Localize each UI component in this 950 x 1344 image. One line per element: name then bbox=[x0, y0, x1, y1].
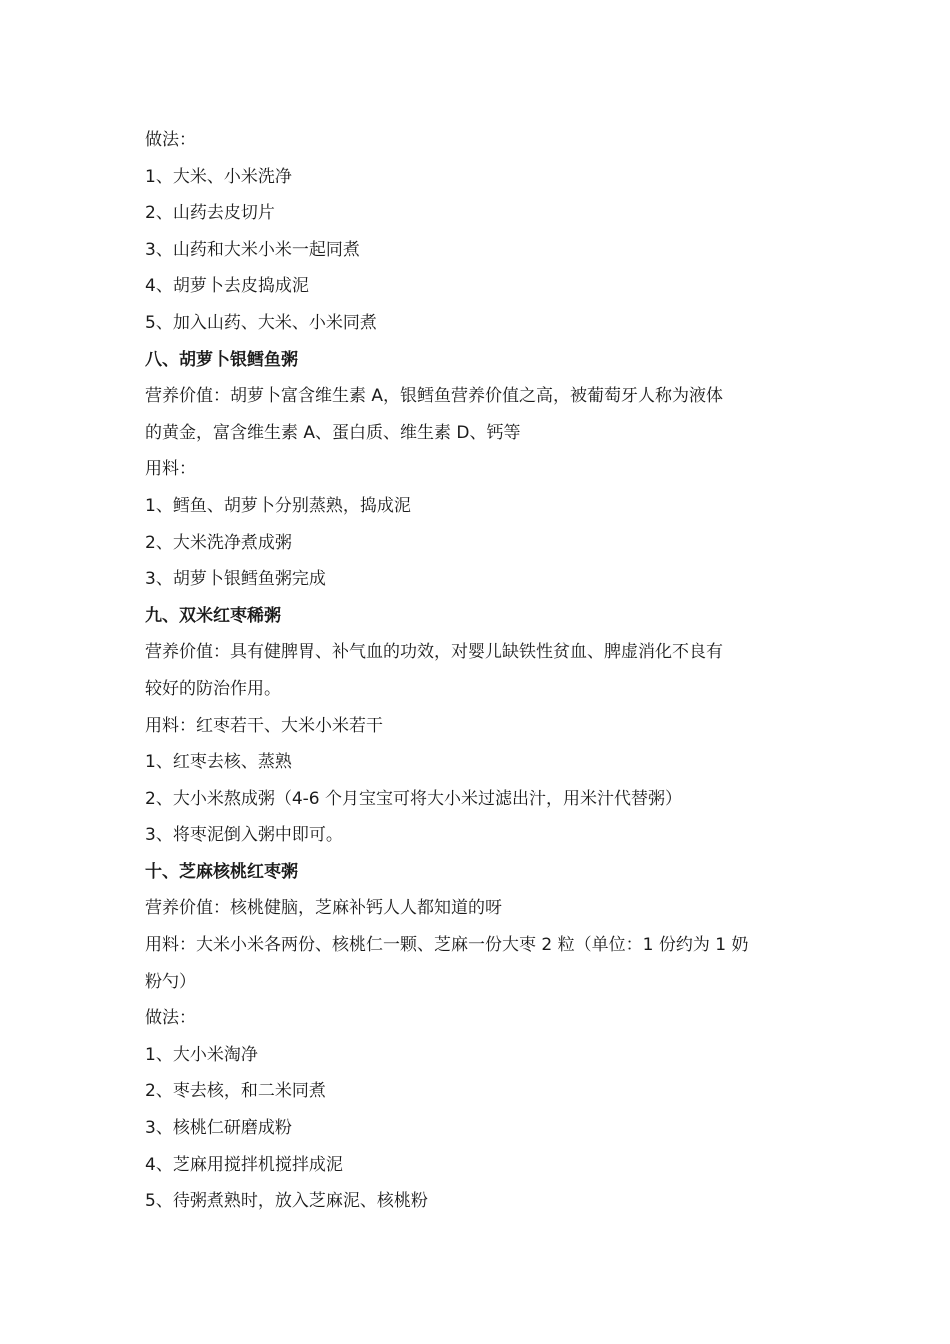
text-line: 2、大米洗净煮成粥 bbox=[145, 532, 292, 553]
text-line: 2、山药去皮切片 bbox=[145, 203, 275, 224]
text-line: 用料：红枣若干、大米小米若干 bbox=[145, 715, 383, 736]
text-line: 1、大小米淘净 bbox=[145, 1044, 258, 1065]
text-line: 1、大米、小米洗净 bbox=[145, 166, 292, 187]
text-line: 做法： bbox=[145, 130, 196, 150]
text-line: 2、枣去核，和二米同煮 bbox=[145, 1081, 326, 1102]
text-line: 做法： bbox=[145, 1008, 196, 1029]
text-line: 营养价值：胡萝卜富含维生素 A，银鳕鱼营养价值之高，被葡萄牙人称为液体 bbox=[145, 386, 724, 407]
text-line: 5、待粥煮熟时，放入芝麻泥、核桃粉 bbox=[145, 1191, 428, 1212]
text-line: 4、胡萝卜去皮捣成泥 bbox=[145, 276, 309, 297]
text-line: 1、红枣去核、蒸熟 bbox=[145, 752, 292, 773]
text-line: 2、大小米熬成粥（4-6 个月宝宝可将大小米过滤出汁，用米汁代替粥） bbox=[145, 788, 682, 809]
text-line: 1、鳕鱼、胡萝卜分别蒸熟，捣成泥 bbox=[145, 495, 411, 516]
section-heading: 九、双米红枣稀粥 bbox=[145, 605, 281, 626]
document-page bbox=[145, 122, 815, 1220]
text-line: 3、将枣泥倒入粥中即可。 bbox=[145, 825, 343, 846]
text-line: 营养价值：核桃健脑，芝麻补钙人人都知道的呀 bbox=[145, 898, 502, 919]
text-line: 3、山药和大米小米一起同煮 bbox=[145, 239, 360, 260]
text-line: 用料： bbox=[145, 459, 196, 480]
text-line: 用料：大米小米各两份、核桃仁一颗、芝麻一份大枣 2 粒（单位：1 份约为 1 奶 bbox=[145, 935, 749, 956]
text-line: 较好的防治作用。 bbox=[145, 678, 281, 699]
text-line: 粉勺） bbox=[145, 971, 196, 992]
text-line: 的黄金，富含维生素 A、蛋白质、维生素 D、钙等 bbox=[145, 422, 521, 443]
text-line: 4、芝麻用搅拌机搅拌成泥 bbox=[145, 1154, 343, 1175]
text-line: 3、胡萝卜银鳕鱼粥完成 bbox=[145, 569, 326, 590]
section-heading: 十、芝麻核桃红枣粥 bbox=[145, 861, 298, 882]
section-heading: 八、胡萝卜银鳕鱼粥 bbox=[145, 349, 298, 370]
text-line: 营养价值：具有健脾胃、补气血的功效，对婴儿缺铁性贫血、脾虚消化不良有 bbox=[145, 642, 723, 663]
text-line: 3、核桃仁研磨成粉 bbox=[145, 1118, 292, 1139]
text-line: 5、加入山药、大米、小米同煮 bbox=[145, 312, 377, 333]
